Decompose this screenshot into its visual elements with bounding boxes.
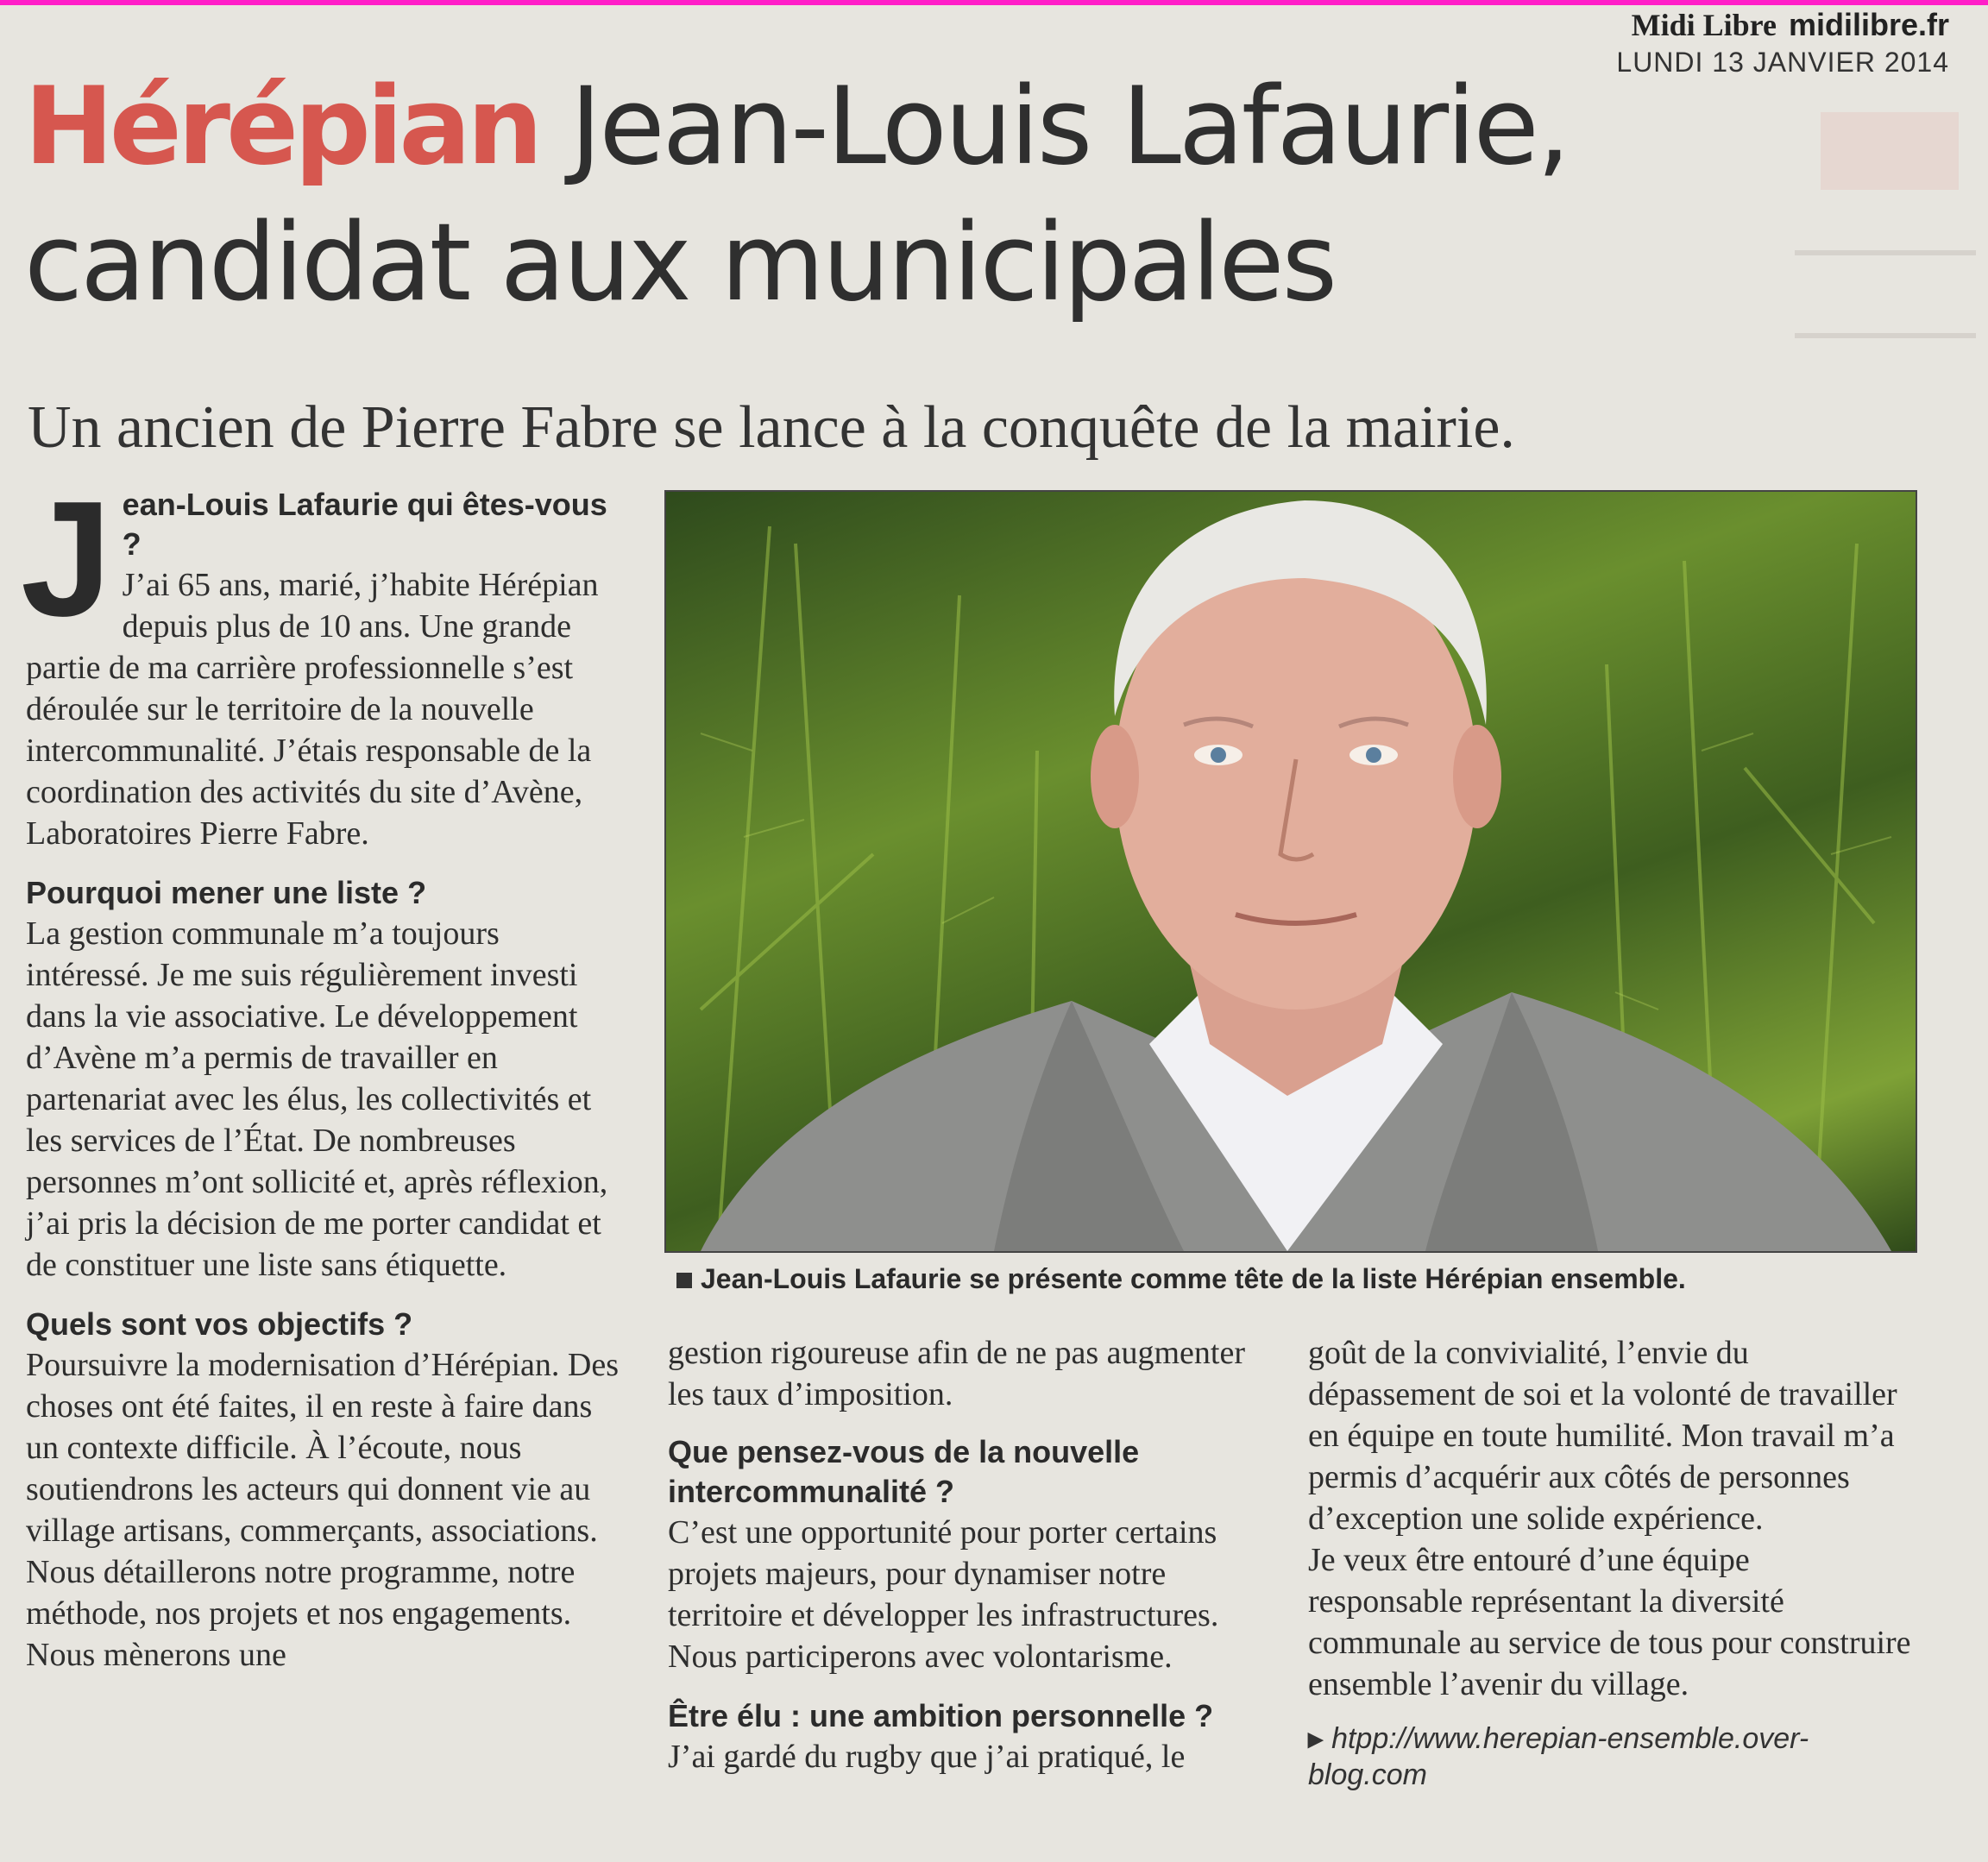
- drop-cap: J: [21, 468, 112, 651]
- caption-square-icon: [676, 1273, 692, 1288]
- blog-link[interactable]: [1308, 1720, 1912, 1793]
- question-objectives: Quels sont vos objectifs ?: [26, 1306, 413, 1342]
- article-column-3: [1308, 1332, 1912, 1793]
- answer-team: Je veux être entouré d’une équipe responsable représentant la diversité communale au service de tous pour construire ensemble l’avenir du village.: [1308, 1542, 1911, 1702]
- question-why-list: Pourquoi mener une liste ?: [26, 875, 427, 910]
- answer-ambition: J’ai gardé du rugby que j’ai pratiqué, le: [668, 1739, 1186, 1775]
- newspaper-website: midilibre.fr: [1788, 7, 1949, 42]
- answer-objectives: Poursuivre la modernisation d’Hérépian. Des choses ont été faites, il en reste à faire dans un contexte difficile. À l’écoute, nous soutiendrons les acteurs qui donnent vie au village artisans, commerçants, associations. Nous détaillerons notre programme, notre méthode, nos projets et nos engagements. Nous mènerons une: [26, 1347, 619, 1673]
- blog-link-text[interactable]: htpp://www.herepian-ensemble.over-blog.com: [1308, 1722, 1809, 1791]
- answer-intercommunality: C’est une opportunité pour porter certains projets majeurs, pour dynamiser notre territoire et développer les infrastructures. Nous participerons avec volontarisme.: [668, 1514, 1219, 1675]
- issue-date: LUNDI 13 JANVIER 2014: [1616, 47, 1949, 78]
- headline: [24, 59, 1715, 331]
- answer-why-list: La gestion communale m’a toujours intéressé. Je me suis régulièrement investi dans la vie associative. Le développement d’Avène m’a permis de travailler en partenariat avec les élus, les collectivités et les services de l’État. De nombreuses personnes m’ont sollicité et, après réflexion, j’ai pris la décision de me porter candidat et de constituer une liste sans étiquette.: [26, 915, 608, 1283]
- headline-kicker: Hérépian: [24, 65, 539, 189]
- question-intercommunality: Que pensez-vous de la nouvelle intercommunalité ?: [668, 1434, 1140, 1509]
- portrait-illustration: [666, 492, 1916, 1251]
- answer-ambition-continued: goût de la convivialité, l’envie du dépassement de soi et la volonté de travailler en équipe en toute humilité. Mon travail m’a permis d’acquérir aux côtés de personnes d’exception une solide expérience.: [1308, 1335, 1897, 1537]
- subtitle: Un ancien de Pierre Fabre se lance à la conquête de la mairie.: [28, 394, 1515, 461]
- answer-objectives-continued: gestion rigoureuse afin de ne pas augmenter les taux d’imposition.: [668, 1335, 1245, 1412]
- top-color-bar: [0, 0, 1988, 5]
- article-column-2: [668, 1332, 1263, 1777]
- headline-line1: Jean-Louis Lafaurie,: [569, 65, 1569, 189]
- headline-line2: candidat aux municipales: [24, 201, 1336, 325]
- photo-caption-text: Jean-Louis Lafaurie se présente comme tête de la liste Hérépian ensemble.: [701, 1263, 1686, 1294]
- newspaper-name: Midi Libre: [1631, 8, 1777, 42]
- article-column-1: [21, 468, 621, 1676]
- photo-caption: [676, 1263, 1902, 1295]
- arrow-icon: ▸: [1308, 1722, 1324, 1755]
- answer-who: J’ai 65 ans, marié, j’habite Hérépian depuis plus de 10 ans. Une grande partie de ma carrière professionnelle s’est déroulée sur le territoire de la nouvelle intercommunalité. J’étais responsable de la coordination des activités du site d’Avène, Laboratoires Pierre Fabre.: [26, 567, 599, 852]
- question-ambition: Être élu : une ambition personnelle ?: [668, 1698, 1214, 1733]
- portrait-photo: [664, 490, 1917, 1253]
- question-who: ean-Louis Lafaurie qui êtes-vous ?: [122, 487, 607, 562]
